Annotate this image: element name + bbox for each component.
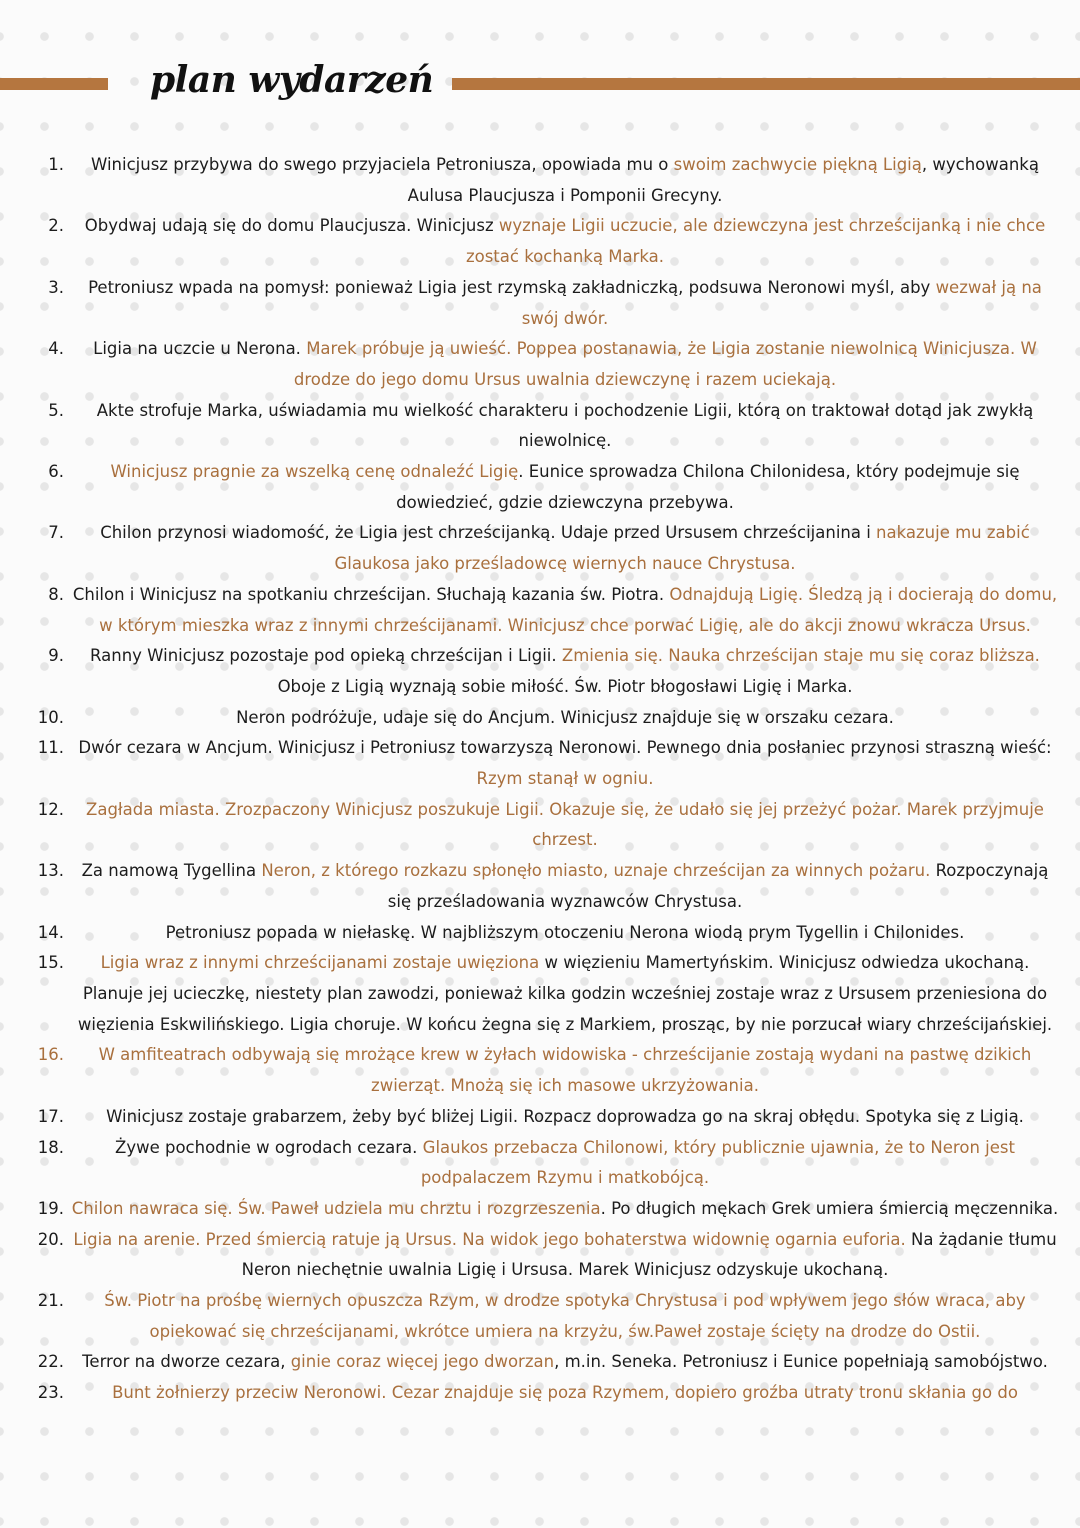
event-number: 2. [48, 216, 64, 236]
event-text-highlight: Marek próbuje ją uwieść. Poppea postanawia, że Ligia zostanie niewolnicą Winicjusza. W drodze do jego domu Ursus uwalnia dziewczynę i razem uciekają. [293, 339, 1037, 389]
event-text [70, 703, 1060, 734]
event-text [70, 211, 1060, 272]
event-number: 22. [37, 1352, 64, 1372]
event-number: 4. [48, 339, 64, 359]
event-text [70, 733, 1060, 794]
event-number: 16. [37, 1045, 64, 1065]
event-item [32, 1347, 1060, 1378]
event-item [32, 1102, 1060, 1133]
event-number: 19. [37, 1198, 64, 1218]
event-text-segment: Petroniusz popada w niełaskę. W najbliższym otoczeniu Nerona wiodą prym Tygellin i Chilonides. [165, 922, 965, 942]
event-number: 5. [48, 400, 64, 420]
event-item [32, 1194, 1060, 1225]
event-text-segment: . Eunice sprowadza Chilona Chilonidesa, który podejmuje się dowiedzieć, gdzie dziewczyna przebywa. [396, 462, 1020, 512]
event-item [32, 856, 1060, 917]
event-text-segment: Terror na dworze cezara, [82, 1352, 291, 1372]
event-number: 18. [37, 1137, 64, 1157]
event-text-highlight: W amfiteatrach odbywają się mrożące krew w żyłach widowiska - chrześcijanie zostają wydani na pastwę dzikich zwierząt. Mnożą się ich masowe ukrzyżowania. [98, 1045, 1032, 1096]
event-number: 1. [48, 155, 64, 174]
event-item [32, 641, 1060, 702]
event-text-highlight: nakazuje mu zabić Glaukosa jako prześladowcę wiernych nauce Chrystusa. [334, 523, 1030, 574]
event-text-highlight: Zagłada miasta. Zrozpaczony Winicjusz poszukuje Ligii. Okazuje się, że udało się jej przeżyć pożar. Marek przyjmuje chrzest. [86, 799, 1044, 850]
event-text-highlight: Neron, z którego rozkazu spłonęło miasto, uznaje chrześcijan za winnych pożaru. [261, 861, 931, 881]
event-item [32, 703, 1060, 734]
event-text-highlight: Ligia na arenie. Przed śmiercią ratuje ją Ursus. Na widok jego bohaterstwa widownię ogarnia euforia. [73, 1229, 906, 1249]
event-number: 14. [37, 922, 64, 942]
event-text-highlight: Św. Piotr na prośbę wiernych opuszcza Rzym, w drodze spotyka Chrystusa i pod wpływem jego słów wraca, aby opiekować się chrześcijanami, wkrótce umiera na krzyżu, św.Paweł zostaje ścięty na drodze do Ostii. [104, 1291, 1026, 1341]
event-item [32, 457, 1060, 518]
event-text-highlight: wezwał ją na swój dwór. [521, 277, 1042, 328]
event-text [70, 1194, 1060, 1225]
event-text-segment: Obydwaj udają się do domu Plaucjusza. Winicjusz [84, 216, 499, 236]
event-text-highlight: Bunt żołnierzy przeciw Neronowi. Cezar znajduje się poza Rzymem, dopiero groźba utraty tronu skłania go do [112, 1383, 1018, 1403]
event-number: 11. [37, 738, 64, 758]
event-item [32, 1133, 1060, 1194]
event-item [32, 1286, 1060, 1347]
event-text [70, 1102, 1060, 1133]
event-text [70, 1133, 1060, 1194]
event-text [70, 580, 1060, 641]
event-text-segment: Żywe pochodnie w ogrodach cezara. [115, 1137, 423, 1157]
event-text [70, 518, 1060, 579]
event-number: 23. [37, 1383, 64, 1403]
event-text-highlight: ginie coraz więcej jego dworzan [290, 1352, 555, 1372]
event-text-segment: Chilon i Winicjusz na spotkaniu chrześcijan. Słuchają kazania św. Piotra. [72, 584, 670, 604]
event-item [32, 1378, 1060, 1409]
event-item [32, 150, 1060, 211]
page-title: plan wydarzeń [150, 59, 434, 101]
event-text-highlight: Chilon nawraca się. Św. Paweł udziela mu chrztu i rozgrzeszenia [71, 1198, 601, 1218]
event-text [70, 1040, 1060, 1101]
event-text-segment: Za namową Tygellina [81, 861, 262, 881]
event-text-segment: Rozpoczynają się prześladowania wyznawców Chrystusa. [387, 861, 1049, 911]
event-text-highlight: Rzym stanął w ogniu. [476, 769, 654, 789]
event-number: 17. [37, 1106, 64, 1126]
event-number: 3. [48, 277, 64, 297]
event-item [32, 334, 1060, 395]
event-text [70, 641, 1060, 702]
event-item [32, 733, 1060, 794]
event-text-highlight: Winicjusz pragnie za wszelką cenę odnaleźć Ligię [110, 462, 519, 482]
event-text [70, 918, 1060, 949]
event-item [32, 1040, 1060, 1101]
event-text [70, 457, 1060, 518]
event-item [32, 518, 1060, 579]
event-number: 10. [37, 707, 64, 727]
event-number: 8. [48, 584, 64, 604]
event-text-segment: Na żądanie tłumu Neron niechętnie uwalnia Ligię i Ursusa. Marek Winicjusz odzyskuje ukochaną. [241, 1229, 1057, 1280]
event-number: 9. [48, 646, 64, 666]
event-text [70, 1225, 1060, 1286]
event-item [32, 580, 1060, 641]
event-text-highlight: swoim zachwycie piękną Ligią [673, 155, 922, 174]
event-item [32, 795, 1060, 856]
event-item [32, 396, 1060, 457]
event-text-segment: Ligia na uczcie u Nerona. [93, 339, 307, 359]
page-header [0, 0, 1080, 120]
event-item [32, 273, 1060, 334]
event-text-segment: Neron podróżuje, udaje się do Ancjum. Winicjusz znajduje się w orszaku cezara. [236, 707, 894, 727]
event-text-segment: Chilon przynosi wiadomość, że Ligia jest chrześcijanką. Udaje przed Ursusem chrześcijanina i [100, 523, 877, 543]
event-text-segment: Ranny Winicjusz pozostaje pod opieką chrześcijan i Ligii. [90, 646, 562, 666]
event-text-segment: , wychowanką Aulusa Plaucjusza i Pomponii Grecyny. [407, 155, 1039, 205]
event-item [32, 918, 1060, 949]
event-text-segment: Oboje z Ligią wyznają sobie miłość. Św. Piotr błogosławi Ligię i Marka. [277, 676, 853, 696]
event-item [32, 1225, 1060, 1286]
event-item [32, 211, 1060, 272]
event-text-segment: Winicjusz zostaje grabarzem, żeby być bliżej Ligii. Rozpacz doprowadza go na skraj obłędu. Spotyka się z Ligią. [106, 1106, 1024, 1126]
event-number: 6. [48, 462, 64, 482]
event-text-segment: Petroniusz wpada na pomysł: ponieważ Ligia jest rzymską zakładniczką, podsuwa Neronowi myśl, aby [88, 277, 936, 297]
event-text [70, 856, 1060, 917]
event-number: 7. [48, 523, 64, 543]
event-number: 21. [37, 1291, 64, 1311]
event-number: 15. [37, 953, 64, 973]
event-text-highlight: Glaukos przebacza Chilonowi, który publicznie ujawnia, że to Neron jest podpalaczem Rzymu i matkobójcą. [420, 1137, 1015, 1188]
event-text-highlight: Odnajdują Ligię. Śledzą ją i docierają do domu, w którym mieszka wraz z innymi chrześcijanami. Winicjusz chce porwać Ligię, ale do akcji znowu wkracza Ursus. [99, 584, 1058, 635]
event-item [32, 948, 1060, 1040]
event-text [70, 396, 1060, 457]
event-text-highlight: Ligia wraz z innymi chrześcijanami zostaje uwięziona [100, 953, 540, 973]
event-text [70, 1347, 1060, 1378]
event-text [70, 150, 1060, 211]
event-text-segment: , m.in. Seneka. Petroniusz i Eunice popełniają samobójstwo. [554, 1352, 1048, 1372]
header-bar-right [452, 78, 1080, 90]
event-text-segment: Akte strofuje Marka, uświadamia mu wielkość charakteru i pochodzenie Ligii, którą on traktował dotąd jak zwykłą niewolnicę. [96, 400, 1034, 451]
event-text-segment: . Po długich mękach Grek umiera śmiercią męczennika. [600, 1198, 1059, 1218]
event-text [70, 948, 1060, 1040]
event-text [70, 334, 1060, 395]
event-text-segment: Winicjusz przybywa do swego przyjaciela Petroniusza, opowiada mu o [91, 155, 674, 174]
event-number: 12. [37, 799, 64, 819]
event-number: 20. [37, 1229, 64, 1249]
events-list [32, 150, 1060, 1409]
event-number: 13. [37, 861, 64, 881]
header-bar-left [0, 78, 108, 90]
event-text-segment: w więzieniu Mamertyńskim. Winicjusz odwiedza ukochaną. Planuje jej ucieczkę, niestety plan zawodzi, ponieważ kilka godzin wcześniej zostaje wraz z Ursusem przeniesiona do więzienia Eskwilińskiego. Ligia choruje. W końcu żegna się z Markiem, prosząc, by nie porzucał wiary chrześcijańskiej. [77, 953, 1053, 1034]
event-text-highlight: wyznaje Ligii uczucie, ale dziewczyna jest chrześcijanką i nie chce zostać kochanką Marka. [465, 216, 1046, 267]
event-text [70, 273, 1060, 334]
event-text-segment: Dwór cezara w Ancjum. Winicjusz i Petroniusz towarzyszą Neronowi. Pewnego dnia posłaniec przynosi straszną wieść: [78, 738, 1052, 758]
event-text [70, 1286, 1060, 1347]
event-text [70, 795, 1060, 856]
event-text-highlight: Zmienia się. Nauka chrześcijan staje mu się coraz bliższa. [561, 646, 1040, 666]
event-text [70, 1378, 1060, 1409]
